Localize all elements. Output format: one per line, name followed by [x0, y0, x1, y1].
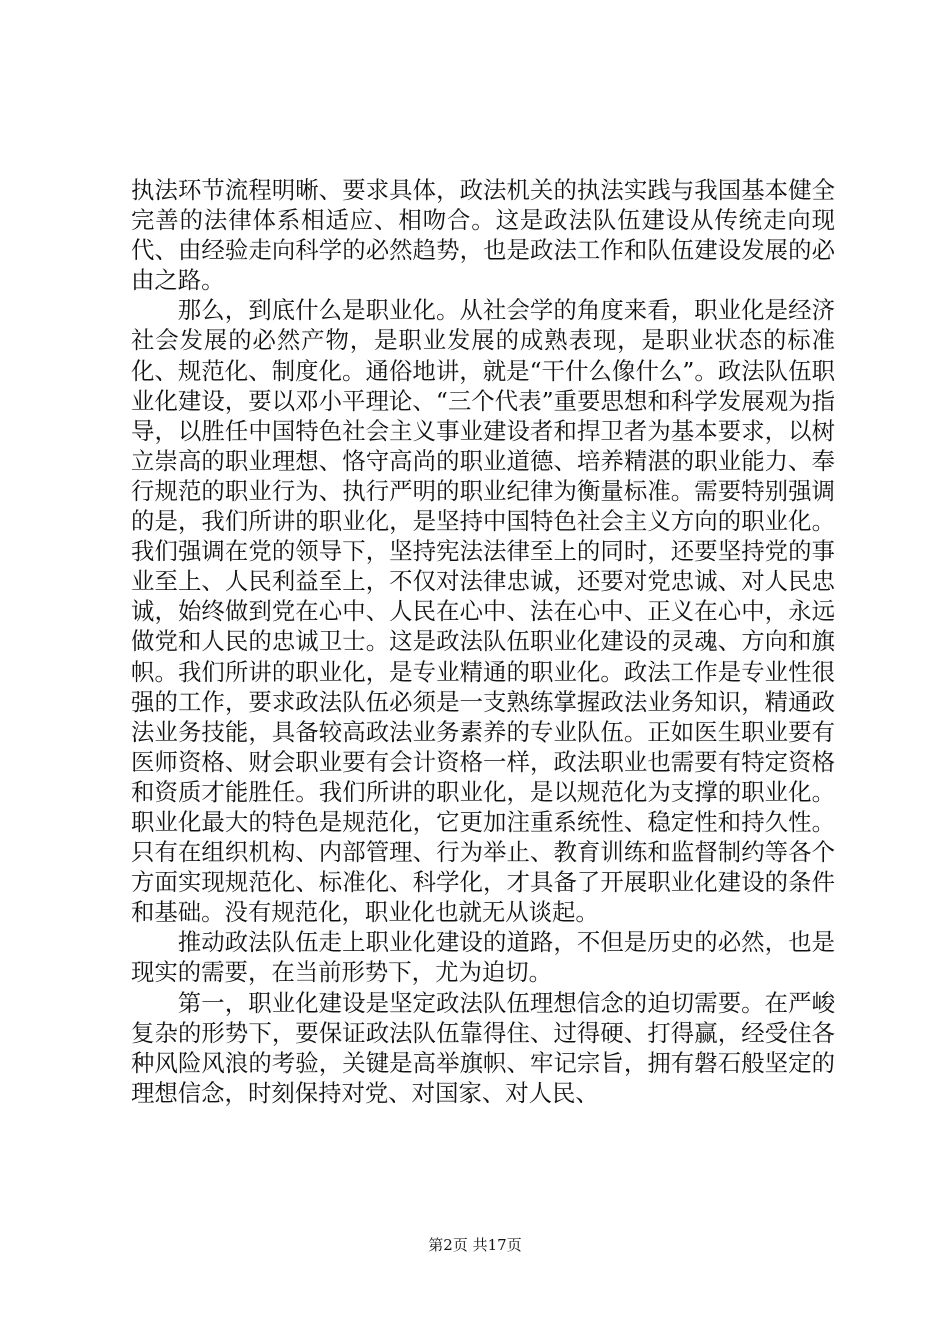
paragraph-4: 第一，职业化建设是坚定政法队伍理想信念的迫切需要。在严峻复杂的形势下，要保证政法队伍靠得住、过得硬、打得赢，经受住各种风险风浪的考验，关键是高举旗帜、牢记宗旨，拥有磐石般坚定的理想信念，时刻保持对党、对国家、对人民、	[131, 988, 835, 1107]
paragraph-3: 推动政法队伍走上职业化建设的道路，不但是历史的必然，也是现实的需要，在当前形势下，尤为迫切。	[131, 928, 835, 987]
page-footer: 第2页 共17页	[428, 1236, 522, 1254]
paragraph-1: 执法环节流程明晰、要求具体，政法机关的执法实践与我国基本健全完善的法律体系相适应、相吻合。这是政法队伍建设从传统走向现代、由经验走向科学的必然趋势，也是政法工作和队伍建设发展的必由之路。	[131, 176, 835, 295]
paragraph-2: 那么，到底什么是职业化。从社会学的角度来看，职业化是经济社会发展的必然产物，是职业发展的成熟表现，是职业状态的标准化、规范化、制度化。通俗地讲，就是“干什么像什么”。政法队伍职业化建设，要以邓小平理论、“三个代表”重要思想和科学发展观为指导，以胜任中国特色社会主义事业建设者和捍卫者为基本要求，以树立崇高的职业理想、恪守高尚的职业道德、培养精湛的职业能力、奉行规范的职业行为、执行严明的职业纪律为衡量标准。需要特别强调的是，我们所讲的职业化，是坚持中国特色社会主义方向的职业化。我们强调在党的领导下，坚持宪法法律至上的同时，还要坚持党的事业至上、人民利益至上，不仅对法律忠诚，还要对党忠诚、对人民忠诚，始终做到党在心中、人民在心中、法在心中、正义在心中，永远做党和人民的忠诚卫士。这是政法队伍职业化建设的灵魂、方向和旗帜。我们所讲的职业化，是专业精通的职业化。政法工作是专业性很强的工作，要求政法队伍必须是一支熟练掌握政法业务知识，精通政法业务技能，具备较高政法业务素养的专业队伍。正如医生职业要有医师资格、财会职业要有会计资格一样，政法职业也需要有特定资格和资质才能胜任。我们所讲的职业化，是以规范化为支撑的职业化。职业化最大的特色是规范化，它更加注重系统性、稳定性和持久性。只有在组织机构、内部管理、行为举止、教育训练和监督制约等各个方面实现规范化、标准化、科学化，才具备了开展职业化建设的条件和基础。没有规范化，职业化也就无从谈起。	[131, 296, 835, 927]
document-body	[131, 175, 835, 1108]
